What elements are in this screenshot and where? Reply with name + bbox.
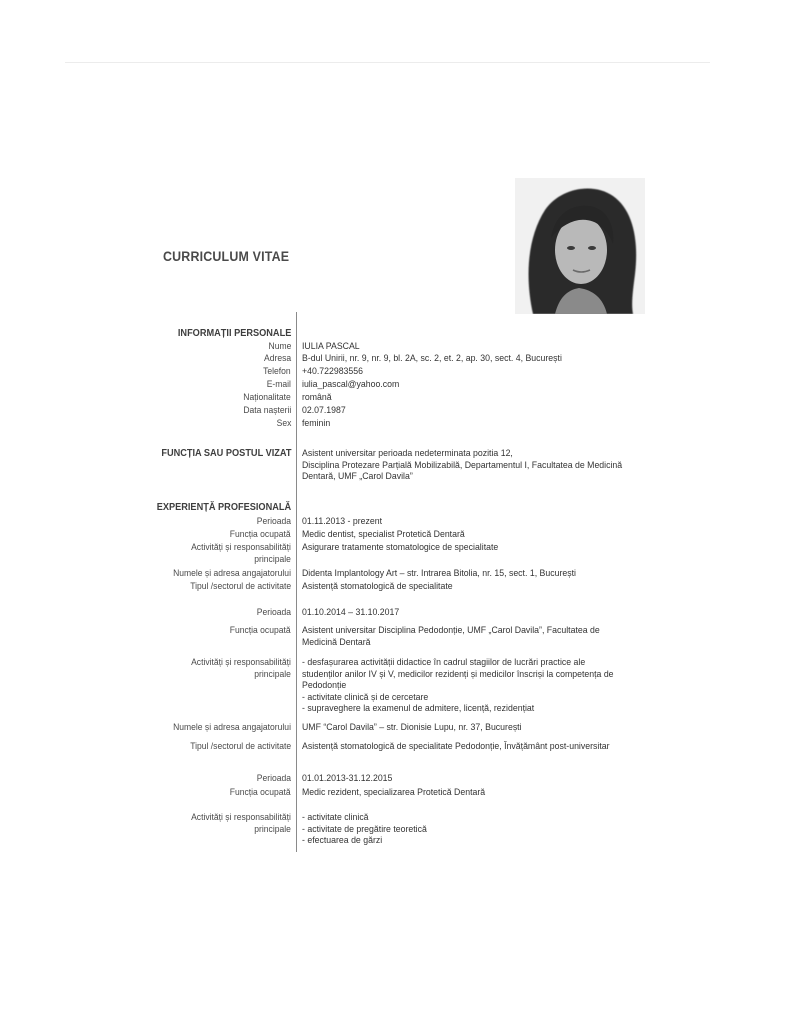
field-label: Numele și adresa angajatorului xyxy=(173,722,291,733)
label-line: principale xyxy=(254,823,291,835)
field-label: E-mail xyxy=(266,379,291,390)
label-line: principale xyxy=(254,668,291,680)
text-line: - desfașurarea activității didactice în cadrul stagiilor de lucrări practice ale xyxy=(302,657,586,668)
target-position-heading: FUNCȚIA SAU POSTUL VIZAT xyxy=(160,448,291,459)
field-value: B-dul Unirii, nr. 9, nr. 9, bl. 2A, sc. 2, et. 2, ap. 30, sect. 4, București xyxy=(302,353,562,364)
label-line: Activități și responsabilități xyxy=(191,657,291,668)
field-value: Asistență stomatologică de specialitate Pedodonție, Învățământ post-universitar xyxy=(302,741,610,752)
cv-title: CURRICULUM VITAE xyxy=(163,249,290,264)
target-position-text xyxy=(302,448,642,483)
field-label: Data nașterii xyxy=(242,405,291,416)
field-label xyxy=(191,657,291,680)
text-line: Pedodonție xyxy=(302,680,347,691)
field-value: Asistență stomatologică de specialitate xyxy=(302,581,453,592)
field-label: Adresa xyxy=(263,353,291,364)
field-value: 01.11.2013 - prezent xyxy=(302,516,383,527)
field-value xyxy=(302,625,642,648)
field-label: Telefon xyxy=(263,366,291,377)
field-value: română xyxy=(302,392,332,403)
field-value: IULIA PASCAL xyxy=(302,341,360,352)
field-label: Numele și adresa angajatorului xyxy=(173,568,291,579)
field-value: Didenta Implantology Art – str. Intrarea Bitolia, nr. 15, sect. 1, București xyxy=(302,568,577,579)
page-top-edge xyxy=(65,62,710,63)
text-line: Asistent universitar Disciplina Pedodonție, UMF „Carol Davila”, Facultatea de xyxy=(302,625,600,636)
field-value: +40.722983556 xyxy=(302,366,364,377)
field-value: feminin xyxy=(302,418,331,429)
text-line: - supraveghere la examenul de admitere, licență, rezidențiat xyxy=(302,703,535,714)
field-value xyxy=(302,812,642,847)
field-value: Medic dentist, specialist Protetică Dentară xyxy=(302,529,465,540)
field-value: UMF “Carol Davila” – str. Dionisie Lupu, nr. 37, București xyxy=(302,722,522,733)
field-label: Funcția ocupată xyxy=(230,529,291,540)
field-label: Perioada xyxy=(256,773,291,784)
text-line: Asistent universitar perioada nedeterminata pozitia 12, xyxy=(302,448,513,459)
text-line: - activitate clinică și de cercetare xyxy=(302,691,429,703)
text-line: Medicină Dentară xyxy=(302,636,371,648)
text-line: - activitate clinică xyxy=(302,812,369,823)
field-label xyxy=(191,812,291,835)
field-label: Naționalitate xyxy=(243,392,291,403)
field-value: 02.07.1987 xyxy=(302,405,346,416)
field-label: Tipul /sectorul de activitate xyxy=(190,581,291,592)
field-label: Perioada xyxy=(256,607,291,618)
column-divider xyxy=(296,312,297,852)
field-value: iulia_pascal@yahoo.com xyxy=(302,379,400,390)
text-line: - activitate de pregătire teoretică xyxy=(302,823,427,835)
text-line: Dentară, UMF „Carol Davila” xyxy=(302,471,413,482)
text-line: - efectuarea de gărzi xyxy=(302,835,383,846)
field-value xyxy=(302,657,642,715)
field-label: Tipul /sectorul de activitate xyxy=(190,741,291,752)
field-label: Funcția ocupată xyxy=(230,787,291,798)
field-value: Asigurare tratamente stomatologice de specialitate xyxy=(302,542,499,553)
field-value: Medic rezident, specializarea Protetică Dentară xyxy=(302,787,486,798)
text-line: Disciplina Protezare Parțială Mobilizabilă, Departamentul I, Facultatea de Medicină xyxy=(302,459,623,471)
field-label: Sex xyxy=(276,418,291,429)
personal-info-heading: INFORMAȚII PERSONALE xyxy=(177,328,291,339)
label-line: principale xyxy=(254,553,291,565)
field-value: 01.10.2014 – 31.10.2017 xyxy=(302,607,400,618)
field-label: Perioada xyxy=(256,516,291,527)
experience-heading: EXPERIENȚĂ PROFESIONALĂ xyxy=(156,502,291,513)
field-label: Nume xyxy=(268,341,291,352)
label-line: Activități și responsabilități xyxy=(191,542,291,553)
label-line: Activități și responsabilități xyxy=(191,812,291,823)
field-label: Funcția ocupată xyxy=(230,625,291,636)
field-value: 01.01.2013-31.12.2015 xyxy=(302,773,393,784)
text-line: studenților anilor IV și V, medicilor rezidenți și medicilor înscriși la competența de xyxy=(302,668,614,680)
field-label xyxy=(191,542,291,565)
profile-photo xyxy=(515,178,645,314)
